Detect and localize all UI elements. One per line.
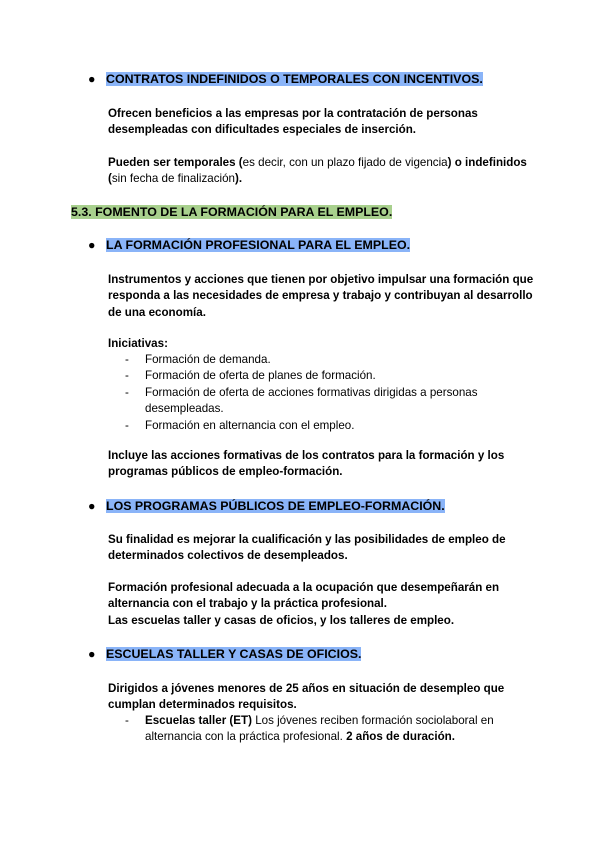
paragraph-fp-1: Instrumentos y acciones que tienen por objetivo impulsar una formación que responda a las necesidades de empresa y trabajo y contribuyan al desarrollo de una economía.	[108, 273, 534, 319]
heading-contratos	[88, 70, 483, 88]
list-item	[108, 418, 528, 434]
bullet-icon: ●	[88, 72, 96, 86]
dash-icon: -	[125, 369, 129, 383]
heading-escuelas-text: ESCUELAS TALLER Y CASAS DE OFICIOS.	[106, 647, 362, 661]
dash-icon: -	[125, 714, 129, 727]
bullet-icon: ●	[88, 238, 96, 252]
heading-contratos-text: CONTRATOS INDEFINIDOS O TEMPORALES CON INCENTIVOS.	[106, 72, 483, 86]
heading-programas-text: LOS PROGRAMAS PÚBLICOS DE EMPLEO-FORMACIÓN.	[106, 499, 445, 513]
iniciativas-list	[108, 352, 528, 434]
list-item-text: Formación de oferta de acciones formativas dirigidas a personas desempleadas.	[145, 385, 478, 416]
list-item	[108, 368, 528, 384]
bullet-icon: ●	[88, 499, 96, 513]
list-item-text: Formación de demanda.	[145, 353, 271, 366]
paragraph-programas-2: Formación profesional adecuada a la ocupación que desempeñarán en alternancia con el trabajo y la práctica profesional.	[108, 581, 500, 611]
list-item-escuelas-taller	[108, 713, 538, 746]
dash-icon: -	[125, 385, 129, 399]
iniciativas-label: Iniciativas:	[108, 337, 168, 350]
escuelas-taller-label: Escuelas taller (ET)	[145, 714, 252, 727]
paragraph-escuelas-1: Dirigidos a jóvenes menores de 25 años en situación de desempleo que cumplan determinados requisitos.	[108, 682, 505, 712]
paragraph-contratos-2	[108, 155, 538, 188]
heading-escuelas	[88, 645, 361, 663]
dash-icon: -	[125, 353, 129, 366]
text-indefinidos: ) o indefinidos (	[108, 156, 527, 186]
list-item	[108, 352, 528, 368]
text-close: ).	[234, 172, 243, 186]
text-temporales: Pueden ser temporales (	[108, 156, 243, 169]
heading-formacion-profesional	[88, 236, 410, 254]
list-item-text: Formación en alternancia con el empleo.	[145, 418, 355, 432]
escuelas-taller-duration: 2 años de duración.	[346, 730, 455, 744]
paragraph-contratos-1: Ofrecen beneficios a las empresas por la contratación de personas desempleadas con dificultades especiales de inserción.	[108, 107, 478, 137]
list-item-text: Formación de oferta de planes de formación.	[145, 369, 376, 383]
paragraph-programas-1: Su finalidad es mejorar la cualificación y las posibilidades de empleo de determinados colectivos de desempleados.	[108, 533, 506, 563]
dash-icon: -	[125, 418, 129, 432]
paragraph-fp-2: Incluye las acciones formativas de los contratos para la formación y los programas públicos de empleo-formación.	[108, 449, 505, 479]
escuelas-taller-text: Los jóvenes reciben formación sociolaboral en alternancia con la práctica profesional.	[145, 714, 494, 744]
text-temporales-desc: es decir, con un plazo fijado de vigencia	[242, 156, 448, 169]
text-indefinidos-desc: sin fecha de finalización	[111, 172, 235, 186]
heading-programas	[88, 497, 445, 515]
bullet-icon: ●	[88, 647, 96, 661]
heading-formacion-profesional-text: LA FORMACIÓN PROFESIONAL PARA EL EMPLEO.	[106, 238, 411, 252]
heading-5-3	[71, 203, 392, 221]
heading-5-3-text: 5.3. FOMENTO DE LA FORMACIÓN PARA EL EMPLEO.	[71, 205, 393, 219]
list-item	[108, 385, 528, 418]
paragraph-programas-3: Las escuelas taller y casas de oficios, y los talleres de empleo.	[108, 614, 455, 627]
